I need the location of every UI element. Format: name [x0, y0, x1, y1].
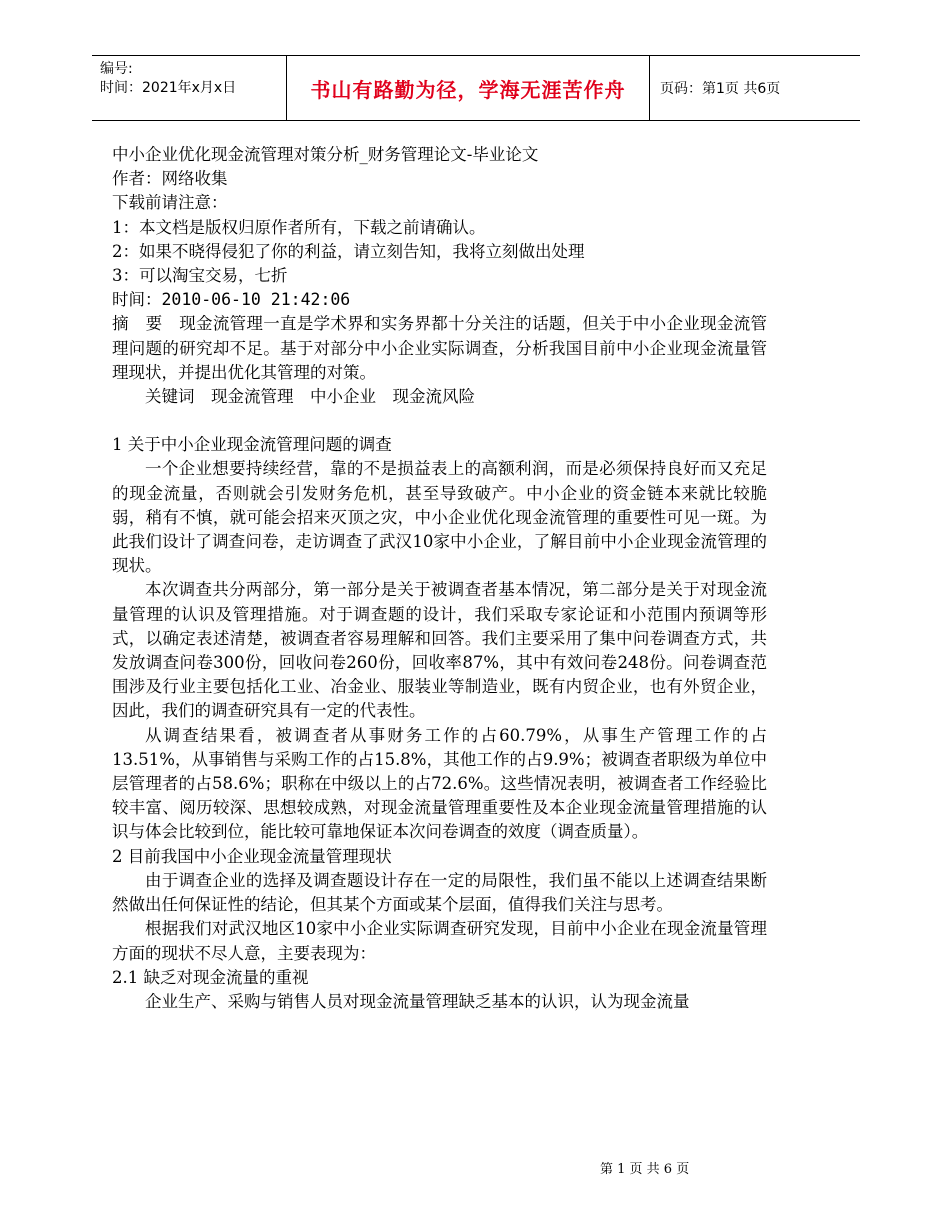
section-1-paragraph-3: 从调查结果看，被调查者从事财务工作的占60.79%，从事生产管理工作的占13.51%，从事销售与采购工作的占15.8%，其他工作的占9.9%；被调查者职级为单位中层管理者的占58.6%；职称在中级以上的占72.6%。这些情况表明，被调查者工作经验比较丰富、阅历较深、思想较成熟，对现金流量管理重要性及本企业现金流量管理措施的认识与体会比较到位，能比较可靠地保证本次问卷调查的效度（调查质量）。 — [112, 725, 767, 842]
page-footer: 第 1 页 共 6 页 — [600, 1162, 690, 1177]
doc-time: 时间：2010-06-10 21:42:06 — [112, 290, 351, 310]
keywords: 关键词 现金流管理 中小企业 现金流风险 — [145, 387, 475, 407]
page-header — [92, 55, 860, 121]
date-label: 时间：2021年x月x日 — [100, 80, 237, 96]
section-2-1-heading: 2.1 缺乏对现金流量的重视 — [112, 967, 309, 987]
section-1-paragraph-2: 本次调查共分两部分，第一部分是关于被调查者基本情况，第二部分是关于对现金流量管理的认识及管理措施。对于调查题的设计，我们采取专家论证和小范围内预调等形式，以确定表述清楚，被调查者容易理解和回答。我们主要采用了集中问卷调查方式，共发放调查问卷300份，回收问卷260份，回收率87%，其中有效问卷248份。问卷调查范围涉及行业主要包括化工业、冶金业、服装业等制造业，既有内贸企业，也有外贸企业，因此，我们的调查研究具有一定的代表性。 — [112, 580, 767, 721]
notice-heading: 下载前请注意： — [112, 193, 228, 213]
section-2-paragraph-1: 由于调查企业的选择及调查题设计存在一定的局限性，我们虽不能以上述调查结果断然做出任何保证性的结论，但其某个方面或某个层面，值得我们关注与思考。 — [112, 870, 767, 915]
notice-item-2: 2：如果不晓得侵犯了你的利益，请立刻告知，我将立刻做出处理 — [112, 241, 585, 261]
number-label: 编号: — [100, 61, 133, 77]
section-1-paragraph-1: 一个企业想要持续经营，靠的不是损益表上的高额利润，而是必须保持良好而又充足的现金流量，否则就会引发财务危机，甚至导致破产。中小企业的资金链本来就比较脆弱，稍有不慎，就可能会招来灭顶之灾，中小企业优化现金流管理的重要性可见一斑。为此我们设计了调查问卷，走访调查了武汉10家中小企业，了解目前中小企业现金流管理的现状。 — [112, 459, 767, 576]
header-meta — [92, 56, 286, 120]
doc-author: 作者：网络收集 — [112, 169, 228, 189]
header-motto-cell — [286, 56, 650, 120]
header-motto: 书山有路勤为径，学海无涯苦作舟 — [310, 77, 626, 102]
abstract: 摘 要 现金流管理一直是学术界和实务界都十分关注的话题，但关于中小企业现金流管理问题的研究却不足。基于对部分中小企业实际调查，分析我国目前中小企业现金流量管理现状，并提出优化其管理的对策。 — [112, 314, 767, 382]
section-1-heading: 1 关于中小企业现金流管理问题的调查 — [112, 435, 392, 455]
notice-item-1: 1：本文档是版权归原作者所有，下载之前请确认。 — [112, 217, 486, 237]
doc-title: 中小企业优化现金流管理对策分析_财务管理论文-毕业论文 — [112, 145, 539, 164]
notice-item-3: 3：可以淘宝交易，七折 — [112, 266, 288, 286]
section-2-heading: 2 目前我国中小企业现金流量管理现状 — [112, 846, 392, 866]
section-2-1-paragraph-1: 企业生产、采购与销售人员对现金流量管理缺乏基本的认识，认为现金流量 — [145, 991, 690, 1011]
document-body — [112, 143, 767, 1014]
header-page-info: 页码：第1页 共6页 — [660, 81, 781, 97]
section-2-paragraph-2: 根据我们对武汉地区10家中小企业实际调查研究发现，目前中小企业在现金流量管理方面的现状不尽人意，主要表现为： — [112, 919, 767, 963]
spacer — [112, 409, 767, 433]
